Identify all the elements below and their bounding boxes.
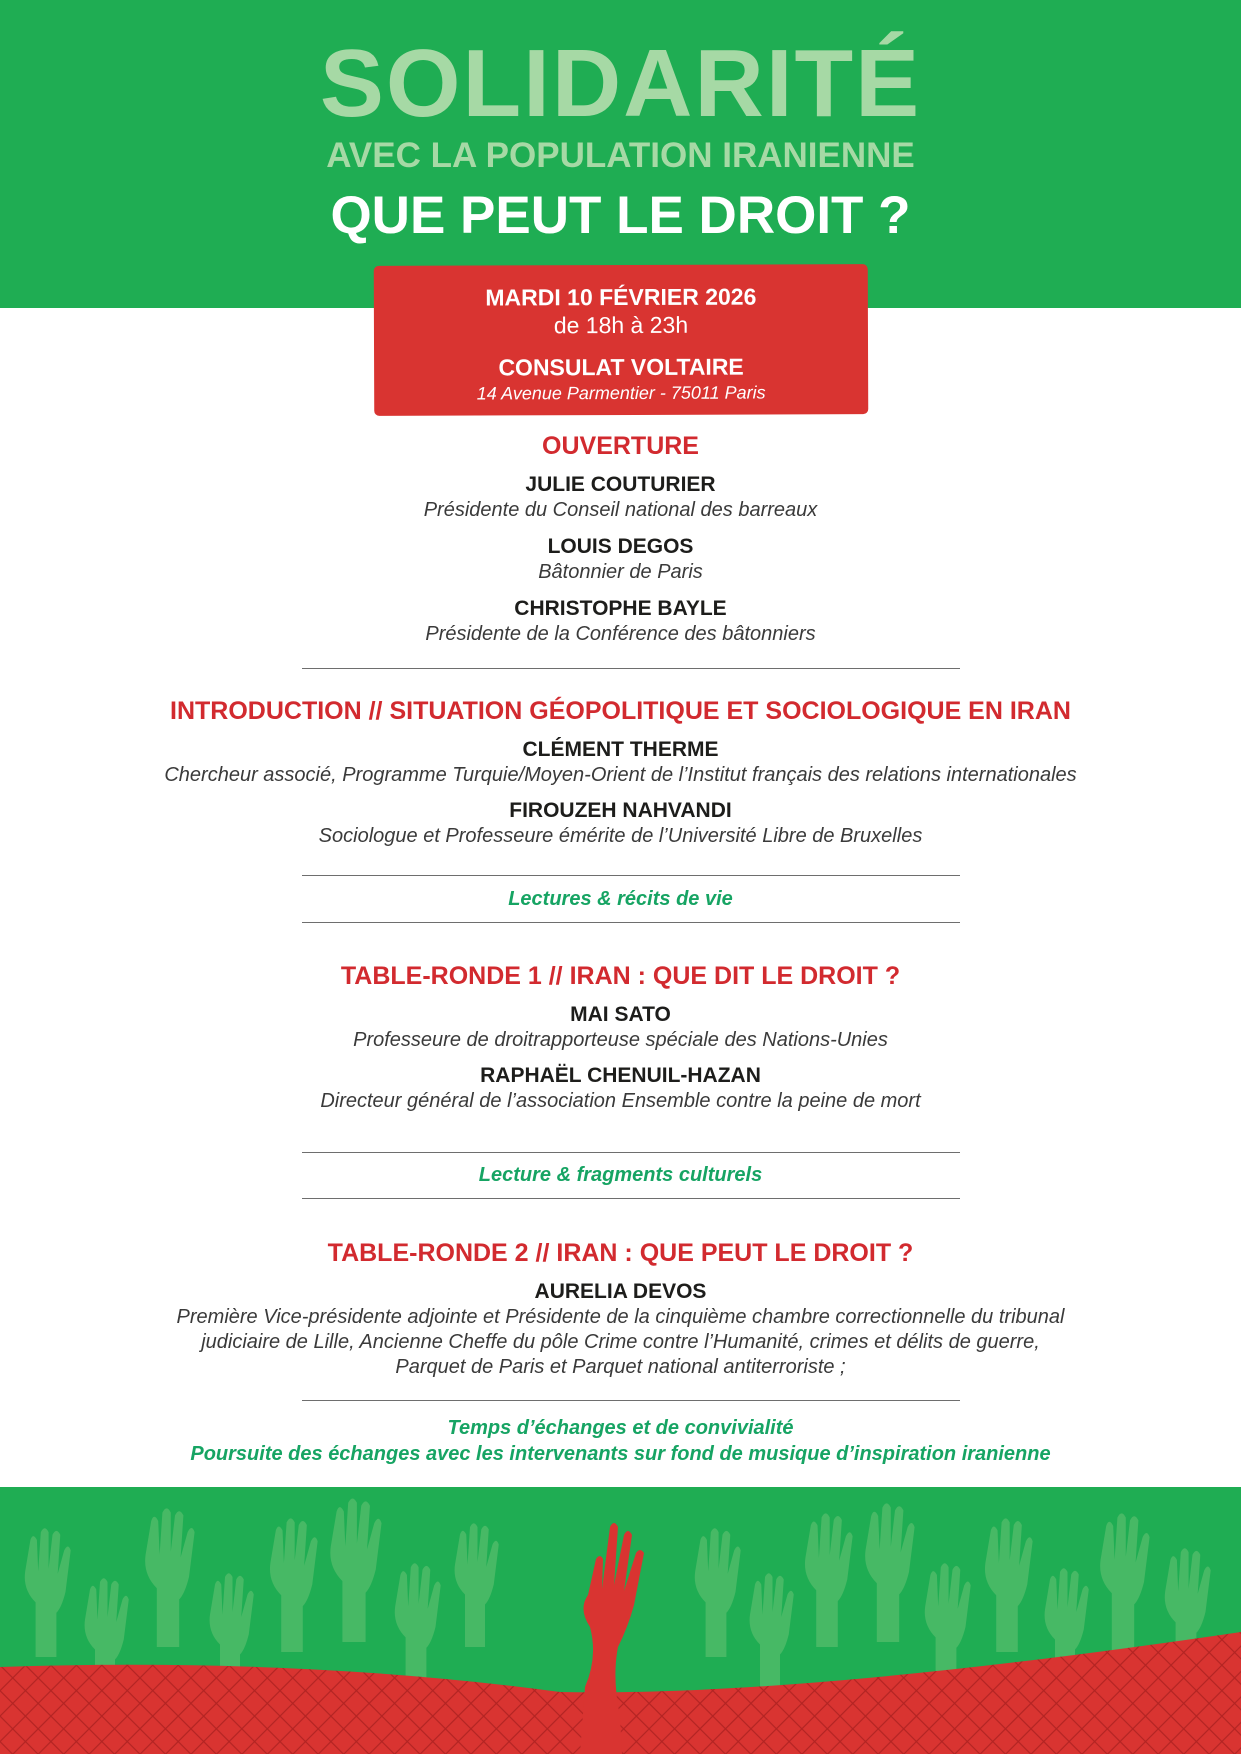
speaker-block (0, 596, 1241, 647)
interlude-culture: Lecture & fragments culturels (478, 1164, 763, 1186)
speaker-name: AURELIA DEVOS (534, 1280, 707, 1303)
speaker-role-line: judiciaire de Lille, Ancienne Cheffe du pôle Crime contre l’Humanité, crimes et délits de guerre, (201, 1331, 1040, 1353)
speaker-block (0, 1063, 1241, 1114)
speaker-name: RAPHAËL CHENUIL-HAZAN (480, 1064, 761, 1087)
event-info-box (374, 264, 869, 416)
divider (302, 1152, 960, 1153)
roundtable-1-heading: TABLE-RONDE 1 // IRAN : QUE DIT LE DROIT ? (340, 962, 901, 990)
speaker-name: MAI SATO (570, 1003, 671, 1026)
speaker-name: CLÉMENT THERME (522, 738, 719, 761)
opening-heading: OUVERTURE (542, 432, 699, 460)
roundtable-2-heading: TABLE-RONDE 2 // IRAN : QUE PEUT LE DROIT ? (327, 1239, 914, 1267)
speaker-block (0, 1002, 1241, 1053)
introduction-heading: INTRODUCTION // SITUATION GÉOPOLITIQUE ET SOCIOLOGIQUE EN IRAN (170, 697, 1071, 725)
event-address: 14 Avenue Parmentier - 75011 Paris (476, 382, 766, 404)
event-date: MARDI 10 FÉVRIER 2026 (485, 283, 757, 311)
divider (302, 922, 960, 923)
speaker-name: LOUIS DEGOS (547, 535, 694, 558)
speaker-role: Bâtonnier de Paris (538, 561, 703, 583)
speaker-role: Sociologue et Professeure émérite de l’Université Libre de Bruxelles (318, 825, 923, 847)
speaker-name: FIROUZEH NAHVANDI (509, 799, 732, 822)
speaker-block (0, 798, 1241, 849)
speaker-block (0, 472, 1241, 523)
event-venue: CONSULAT VOLTAIRE (498, 353, 744, 381)
speaker-role-line: Première Vice-présidente adjointe et Présidente de la cinquième chambre correctionnelle du tribunal (176, 1306, 1065, 1328)
speaker-role: Présidente de la Conférence des bâtonniers (425, 623, 816, 645)
poster-subtitle: AVEC LA POPULATION IRANIENNE (326, 136, 915, 175)
speaker-role: Présidente du Conseil national des barreaux (423, 499, 818, 521)
closing-line-2: Poursuite des échanges avec les intervenants sur fond de musique d’inspiration iranienne (190, 1443, 1051, 1465)
speaker-role: Directeur général de l’association Ensemble contre la peine de mort (320, 1090, 921, 1112)
speaker-role-line: Parquet de Paris et Parquet national antiterroriste ; (395, 1356, 846, 1378)
speaker-block (0, 737, 1241, 788)
divider (302, 668, 960, 669)
speaker-name: CHRISTOPHE BAYLE (514, 597, 727, 620)
speaker-block (0, 534, 1241, 585)
footer-illustration (0, 1487, 1241, 1754)
divider (302, 875, 960, 876)
speaker-role: Chercheur associé, Programme Turquie/Moyen-Orient de l’Institut français des relations internationales (164, 764, 1077, 786)
poster-question: QUE PEUT LE DROIT ? (330, 186, 911, 245)
divider (302, 1198, 960, 1199)
closing-line-1: Temps d’échanges et de convivialité (447, 1417, 794, 1439)
speaker-name: JULIE COUTURIER (525, 473, 716, 496)
speaker-block (0, 1279, 1241, 1380)
divider (302, 1400, 960, 1401)
event-time: de 18h à 23h (553, 311, 689, 339)
interlude-readings: Lectures & récits de vie (508, 888, 733, 910)
speaker-role: Professeure de droitrapporteuse spéciale des Nations-Unies (353, 1029, 888, 1051)
poster-title: SOLIDARITÉ (319, 30, 922, 137)
